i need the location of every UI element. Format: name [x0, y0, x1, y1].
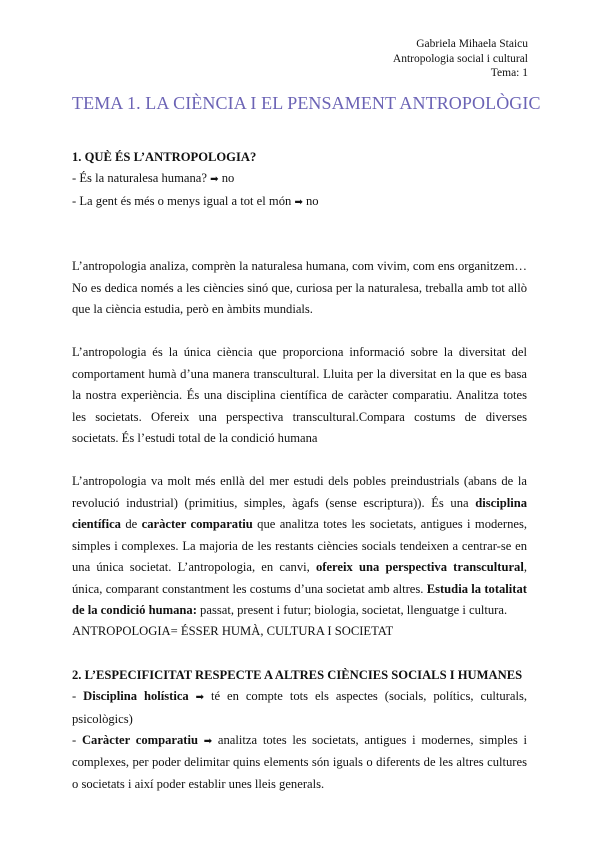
list-item — [72, 686, 527, 730]
section2-heading: 2. L’ESPECIFICITAT RESPECTE A ALTRES CIÈNCIES SOCIALS I HUMANES — [72, 667, 523, 682]
arrow-right-icon: ➡ — [203, 735, 213, 747]
paragraph-3-text-3: que analitza totes les societats, antigues i modernes, simples i complexes. La majoria de les restants ciències socials tendeixen a centrar-se en una única societat. L’antropologia, en canvi, — [72, 517, 528, 575]
list-item — [72, 730, 527, 795]
paragraph-3-bold-1: disciplina científica — [72, 495, 527, 532]
document-title: TEMA 1. LA CIÈNCIA I EL PENSAMENT ANTROPOLÒGIC — [72, 93, 541, 113]
question-1 — [72, 168, 527, 190]
paragraph-2: L’antropologia és la única ciència que proporciona informació sobre la diversitat del comportament humà d’una manera transcultural. Lluita per la diversitat en la que es basa la nostra experiència. És una disciplina científica de caràcter comparatiu. Analitza totes les societats. Ofereix una perspectiva transcultural.Compara costums de diverses societats. És l’estudi total de la condició humana — [72, 345, 527, 446]
paragraph-3-text-1: L’antropologia va molt més enllà del mer estudi dels pobles preindustrials (abans de la revolució industrial) (primitius, simples, àgafs (sense escriptura)). És una — [72, 474, 527, 510]
question-1-answer: no — [221, 171, 235, 186]
document-body — [72, 147, 527, 795]
list-item-prefix: - — [72, 689, 84, 704]
arrow-right-icon: ➡ — [210, 174, 219, 186]
paragraph-3-bold-3: ofereix una perspectiva transcultural — [315, 560, 524, 575]
paragraph-3 — [72, 471, 527, 621]
question-2-answer: no — [306, 193, 319, 208]
list-item-term: Caràcter comparatiu — [81, 732, 198, 747]
question-1-text: - És la naturalesa humana? — [72, 171, 207, 186]
header-course: Antropologia social i cultural — [392, 52, 528, 65]
question-2-text: - La gent és més o menys igual a tot el món — [72, 193, 292, 208]
paragraph-1: L’antropologia analiza, comprèn la naturalesa humana, com vivim, com ens organitzem… No es dedica només a les ciències sinó que, curiosa per la naturalesa, treballa amb tot allò que la ciència estudia, però en àmbits mundials. — [72, 259, 527, 317]
question-2 — [72, 191, 527, 213]
header-author: Gabriela Mihaela Staicu — [416, 38, 528, 50]
header-topic: Tema: 1 — [490, 67, 528, 79]
paragraph-3-text-2: de — [120, 517, 142, 532]
paragraph-3-text-4: , única, comparant constantment les costums d’una societat amb altres. — [72, 560, 528, 596]
page-header — [393, 37, 528, 81]
paragraph-3-bold-2: caràcter comparatiu — [141, 517, 253, 532]
list-item-text: analitza totes les societats, antigues i modernes, simples i complexes, per poder delimitar quins elements són iguals o diferents de les altres cultures o societats i així poder establir unes lleis generals. — [72, 732, 527, 791]
arrow-right-icon: ➡ — [195, 692, 205, 704]
definition-equation: ANTROPOLOGIA= ÉSSER HUMÀ, CULTURA I SOCIETAT — [72, 624, 394, 639]
paragraph-3-bold-4: Estudia la totalitat de la condició humana: — [72, 581, 527, 617]
list-item-text: té en compte tots els aspectes (socials, polítics, culturals, psicològics) — [72, 689, 527, 726]
list-item-prefix: - — [72, 732, 82, 747]
paragraph-3-text-5: passat, present i futur; biologia, societat, llenguatge i cultura. — [196, 602, 508, 617]
list-item-term: Disciplina holística — [83, 689, 189, 704]
arrow-right-icon: ➡ — [294, 196, 303, 208]
section1-heading: 1. QUÈ ÉS L’ANTROPOLOGIA? — [72, 150, 257, 164]
